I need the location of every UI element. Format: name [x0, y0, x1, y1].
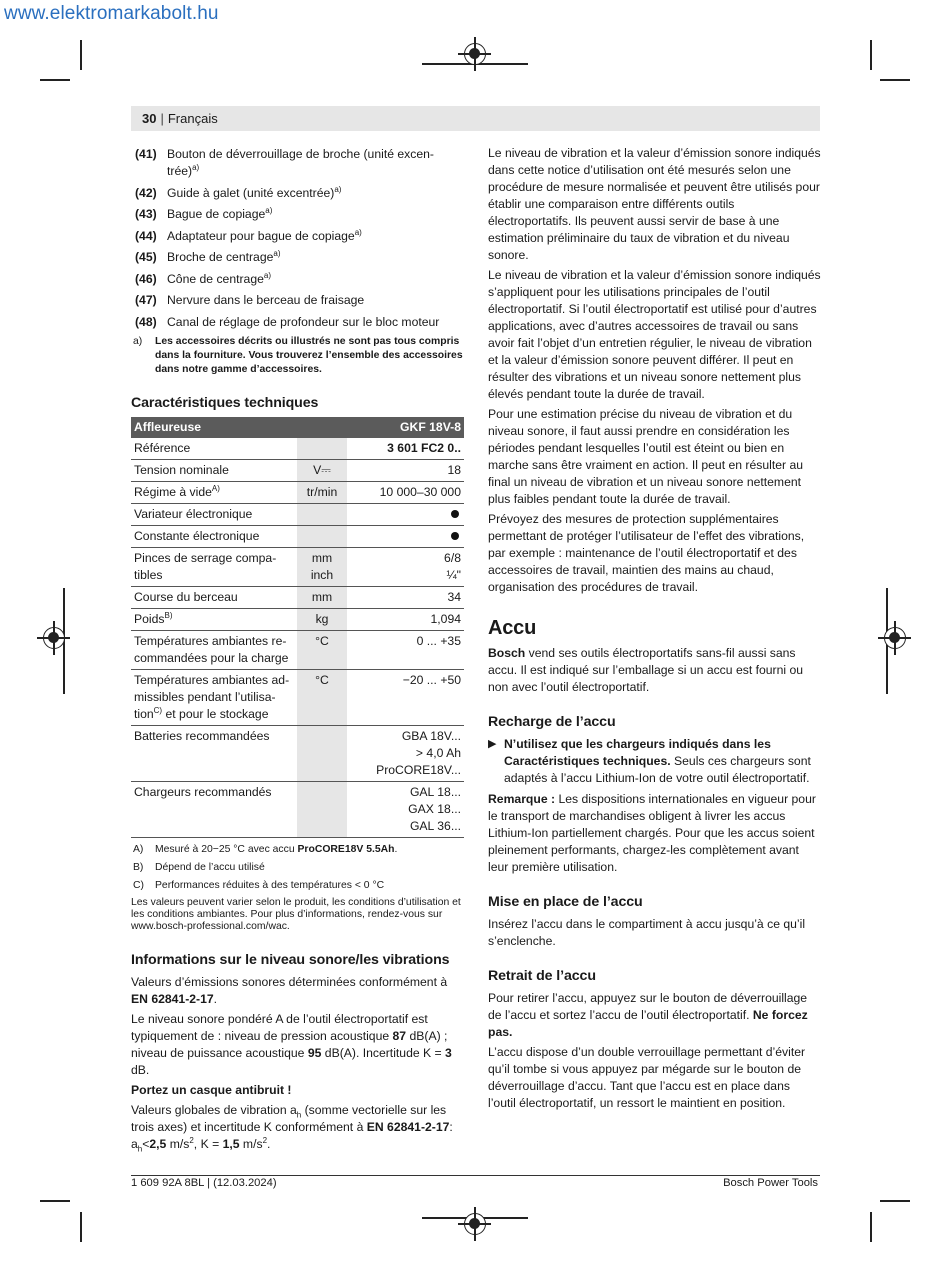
bullet-dot-icon [451, 532, 459, 540]
registration-mark-top-v [474, 37, 476, 71]
left-column [131, 146, 464, 1156]
page-header [131, 106, 820, 131]
vibration-p2: Le niveau de vibration et la valeur d’émission sonore indiqués s’appliquent pour les utilisations principales de l’outil électroportatif. Si l’outil électroportatif est utilisé pour d’autres applications, avec d’autres accessoires de travail ou sans avoir fait l’objet d’un entretien régulier, le niveau de vibration et la valeur d’émission sonore peuvent différer. Il peut en résulter des vibrations et un niveau sonore nettement plus élevés pendant toute la durée de travail. [488, 268, 821, 401]
accu-p1: Bosch vend ses outils électroportatifs sans-fil aussi sans accu. Il est indiqué sur l’emballage si un accu est fourni ou non avec l’outil électroportatif. [488, 646, 804, 694]
header-language: Français [167, 111, 218, 126]
tech-row [131, 782, 464, 838]
vibration-p1: Le niveau de vibration et la valeur d’émission sonore indiqués dans cette notice d’utilisation ont été mesurés selon une procédure de mesure normalisée et peuvent être utilisés pour établir une comparaison entre différents outils électroportatifs. Ils peuvent aussi servir de base à une estimation préliminaire du taux de vibration et du niveau sonore. [488, 146, 821, 262]
legend-item [131, 228, 464, 245]
remark: Remarque : Les dispositions internationales en vigueur pour le transport de marchandises obligent à livrer les accus Lithium-Ion partiellement chargés. Pour que les accus soient pleinement performants, chargez-les complètement avant leur première utilisation. [488, 792, 816, 874]
tech-heading: Caractéristiques techniques [131, 395, 319, 411]
tech-row-label: Constante électronique [131, 526, 297, 548]
tech-row [131, 587, 464, 609]
recharge-bullet: ▶ N’utilisez que les chargeurs indiqués dans les Caractéristiques techniques. Seuls ces chargeurs sont adaptés à l’accu Lithium-Ion de votre outil électroportatif. [488, 737, 811, 785]
retrait-heading: Retrait de l’accu [488, 968, 596, 984]
recharge-heading: Recharge de l’accu [488, 714, 616, 730]
tech-row-value: 34 [347, 587, 464, 609]
legend-item-number: (43) [135, 207, 157, 221]
tech-table-header-left: Affleureuse [131, 417, 347, 438]
tech-row-unit [297, 438, 347, 460]
mise-p: Insérez l’accu dans le compartiment à accu jusqu’à ce qu’il s’enclenche. [488, 917, 806, 948]
legend-list [131, 146, 464, 331]
tech-row [131, 526, 464, 548]
tech-row-unit [297, 504, 347, 526]
tech-row [131, 609, 464, 631]
tech-row-unit: mm [297, 587, 347, 609]
tech-row-unit [297, 782, 347, 838]
legend-item [131, 146, 464, 180]
legend-item-text: Canal de réglage de profondeur sur le bloc moteur [167, 314, 440, 329]
legend-item-number: (45) [135, 250, 157, 264]
legend-footnote [131, 335, 464, 377]
accu-heading: Accu [488, 617, 537, 639]
noise-heading: Informations sur le niveau sonore/les vibrations [131, 952, 450, 968]
mise-heading: Mise en place de l’accu [488, 894, 643, 910]
legend-item [131, 185, 464, 202]
tech-table [131, 417, 464, 838]
legend-item-number: (44) [135, 228, 157, 243]
legend-item-text: Adaptateur pour bague de copiage$^{a)}$ [167, 227, 362, 243]
tech-row-value: GBA 18V... > 4,0 Ah ProCORE18V... [347, 726, 464, 782]
legend-item-text: Bouton de déverrouillage de broche (unité excen- trée)$^{a)}$ [167, 147, 434, 178]
tech-row-label: Course du berceau [131, 587, 297, 609]
tech-row-unit: mm inch [297, 548, 347, 587]
site-url[interactable]: www.elektromarkabolt.hu [4, 3, 219, 24]
bullet-arrow-icon: ▶ [488, 738, 497, 750]
tech-row-label: Batteries recommandées [131, 726, 297, 782]
tech-row [131, 482, 464, 504]
tech-row-value: GAL 18... GAX 18... GAL 36... [347, 782, 464, 838]
tech-row [131, 631, 464, 670]
tech-row-label: Régime à vide$^{A)}$ [131, 482, 297, 504]
tech-row-unit: kg [297, 609, 347, 631]
tech-row-unit: °C [297, 670, 347, 726]
noise-p1: Valeurs d’émissions sonores déterminées conformément à EN 62841-2-17. [131, 975, 448, 1006]
tech-footnote: B) Dépend de l’accu utilisé [133, 862, 265, 873]
legend-footnote-key: a) [133, 336, 143, 347]
legend-item-text: Bague de copiage$^{a)}$ [167, 205, 273, 221]
vibration-p4: Prévoyez des mesures de protection supplémentaires permettant de protéger l’utilisateur de l’effet des vibrations, par exemple : maintenance de l’outil électroportatif et des accessoires de travail, maintien des mains au chaud, organisation des procédures de travail. [488, 512, 805, 594]
legend-item-text: Broche de centrage$^{a)}$ [167, 248, 281, 264]
tech-footnote-plain: Les valeurs peuvent varier selon le produit, les conditions d’utilisation et les conditions ambiantes. Pour plus d’informations, rendez-vous sur www.bosch-professional.com/wac. [131, 897, 461, 932]
tech-row-value: 3 601 FC2 0.. [347, 438, 464, 460]
noise-p3: Portez un casque antibruit ! [131, 1083, 292, 1097]
tech-row-label: Référence [131, 438, 297, 460]
tech-row-unit [297, 526, 347, 548]
legend-item-number: (41) [135, 147, 157, 161]
tech-row-unit [297, 726, 347, 782]
tech-row-unit: tr/min [297, 482, 347, 504]
tech-footnote: C) Performances réduites à des températures < 0 °C [133, 880, 385, 891]
tech-row [131, 438, 464, 460]
tech-row-label: Chargeurs recommandés [131, 782, 297, 838]
right-column [488, 145, 821, 1115]
tech-row-value: −20 ... +50 [347, 670, 464, 726]
tech-row-label: Variateur électronique [131, 504, 297, 526]
tech-row-value: 1,094 [347, 609, 464, 631]
legend-footnote-text: Les accessoires décrits ou illustrés ne sont pas tous compris dans la fourniture. Vous trouverez l’ensemble des accessoires dans notre gamme d’accessoires. [155, 336, 463, 375]
page-number: 30 [142, 111, 157, 126]
tech-footnote: A) Mesuré à 20−25 °C avec accu ProCORE18V 5.5Ah. [133, 844, 398, 855]
legend-item-number: (46) [135, 271, 157, 286]
registration-mark-left-v [53, 621, 55, 655]
tech-row [131, 548, 464, 587]
registration-mark-bottom-v [474, 1207, 476, 1241]
legend-item-text: Cône de centrage$^{a)}$ [167, 270, 272, 286]
legend-item-number: (47) [135, 293, 157, 307]
legend-item [131, 292, 464, 309]
legend-item [131, 271, 464, 288]
legend-item-number: (42) [135, 185, 157, 200]
footer-brand: Bosch Power Tools [723, 1177, 818, 1189]
retrait-p1: Pour retirer l’accu, appuyez sur le bouton de déverrouillage de l’accu et sortez l’accu de l’outil électroportatif. Ne forcez pas. [488, 991, 808, 1039]
tech-row-value [347, 504, 464, 526]
tech-row [131, 670, 464, 726]
tech-row-value: 6/8 ¼" [347, 548, 464, 587]
legend-item [131, 314, 464, 331]
tech-row-label: Tension nominale [131, 460, 297, 482]
noise-p4: Valeurs globales de vibration $a_h$ (somme vectorielle sur les trois axes) et incertitude K conformément à EN 62841-2-17: $a_h<2,5$ $m/s^2$, K = 1,5 $m/s^2$. [131, 1103, 453, 1154]
tech-row-label: Températures ambiantes re- commandées pour la charge [131, 631, 297, 670]
footer-rule [131, 1175, 820, 1176]
vibration-p3: Pour une estimation précise du niveau de vibration et du niveau sonore, il faut aussi prendre en considération les périodes pendant lesquelles l’outil est éteint ou bien en marche sans être vraiment en action. Il peut en résulter au final un niveau de vibration et un niveau sonore nettement plus faibles pendant toute la durée de travail. [488, 407, 804, 506]
tech-table-header-right: GKF 18V-8 [347, 417, 464, 438]
tech-row-label: Pinces de serrage compa- tibles [131, 548, 297, 587]
registration-mark-right-v [894, 621, 896, 655]
retrait-p2: L’accu dispose d’un double verrouillage permettant d’éviter qu’il tombe si vous appuyez par mégarde sur le bouton de déverrouillage d’accu. Tant que l’accu est en place dans l’outil électroportatif, un ressort le maintient en position. [488, 1045, 806, 1110]
bullet-dot-icon [451, 510, 459, 518]
noise-p2: Le niveau sonore pondéré A de l’outil électroportatif est typiquement de : niveau de pression acoustique 87 dB(A) ; niveau de puissance acoustique 95 dB(A). Incertitude K = 3 dB. [131, 1012, 452, 1077]
tech-row-label: Températures ambiantes ad- missibles pendant l’utilisa- tion$^{C)}$ et pour le stockage [131, 670, 297, 726]
tech-row-label: Poids$^{B)}$ [131, 609, 297, 631]
legend-item [131, 206, 464, 223]
header-separator: | [160, 111, 164, 126]
footer-doc-id: 1 609 92A 8BL | (12.03.2024) [131, 1177, 277, 1189]
tech-row [131, 460, 464, 482]
tech-row [131, 504, 464, 526]
tech-row-value [347, 526, 464, 548]
tech-row-value: 10 000–30 000 [347, 482, 464, 504]
tech-row-unit: °C [297, 631, 347, 670]
legend-item-text: Guide à galet (unité excentrée)$^{a)}$ [167, 184, 342, 200]
tech-row-value: 0 ... +35 [347, 631, 464, 670]
tech-row-value: 18 [347, 460, 464, 482]
legend-item-text: Nervure dans le berceau de fraisage [167, 293, 365, 307]
tech-footnotes [131, 843, 464, 893]
tech-row-unit: V⎓ [297, 460, 347, 482]
legend-item-number: (48) [135, 314, 157, 329]
tech-row [131, 726, 464, 782]
legend-item [131, 249, 464, 266]
